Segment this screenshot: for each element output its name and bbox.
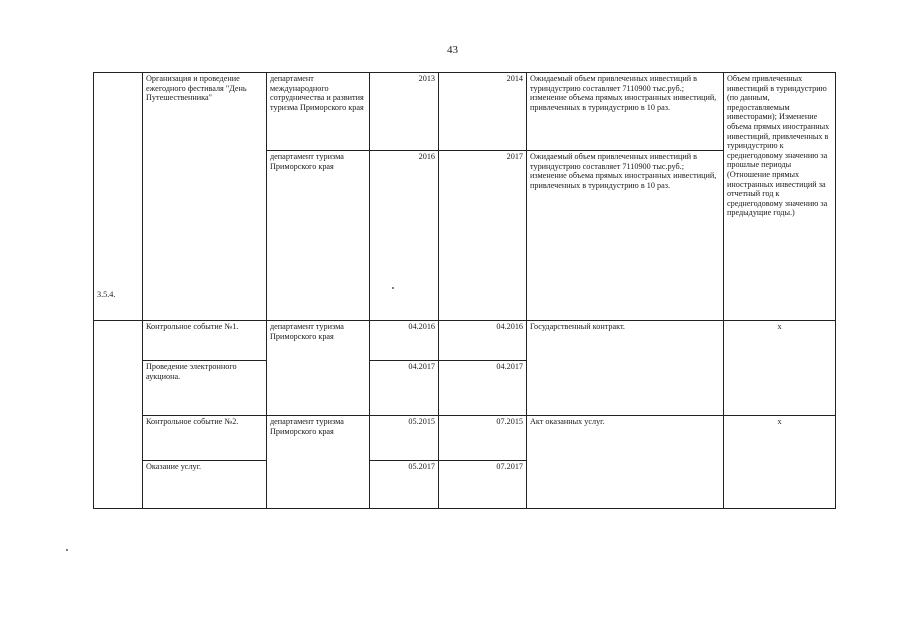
department-cell: департамент туризма Приморского края [267, 321, 370, 416]
indicator-cell: Объем привлеченных инвестиций в туриндустрию (по данным, предоставляемым инвесторами); Изменение объема прямых иностранных инвестиций, привлеченных в туриндустрию к среднегодовому значению за прошлые периоды (Отношение прямых иностранных инвестиций за отчетный год к среднегодовому значению за предыдущие годы.) [724, 73, 836, 321]
subtask-name: Оказание услуг. [143, 461, 267, 509]
end-date: 2014 [439, 73, 527, 151]
table-row [94, 73, 836, 151]
department-cell: департамент международного сотрудничества и развития туризма Приморского края [267, 73, 370, 151]
end-date: 07.2015 [439, 416, 527, 461]
expected-result: Государственный контракт. [527, 321, 724, 416]
table-row [94, 416, 836, 461]
start-date: 2016 [370, 151, 439, 321]
department-cell: департамент туризма Приморского края [267, 151, 370, 321]
end-date: 04.2017 [439, 361, 527, 416]
start-date: 04.2016 [370, 321, 439, 361]
indicator-cell: x [724, 321, 836, 416]
start-date: 05.2017 [370, 461, 439, 509]
indicator-cell: x [724, 416, 836, 509]
scan-speck [66, 549, 68, 551]
event-name: Организация и проведение ежегодного фестиваля "День Путешественника" [143, 73, 267, 321]
scan-speck [392, 287, 394, 289]
start-date: 04.2017 [370, 361, 439, 416]
end-date: 2017 [439, 151, 527, 321]
end-date: 04.2016 [439, 321, 527, 361]
end-date: 07.2017 [439, 461, 527, 509]
page-number: 43 [447, 44, 458, 56]
control-event-name: Контрольное событие №1. [143, 321, 267, 361]
start-date: 05.2015 [370, 416, 439, 461]
expected-result: Ожидаемый объем привлеченных инвестиций в туриндустрию составляет 7110900 тыс.руб.; изменение объема прямых иностранных инвестиций, привлеченных в туриндустрию в 10 раз. [527, 151, 724, 321]
expected-result: Ожидаемый объем привлеченных инвестиций в туриндустрию составляет 7110900 тыс.руб.; изменение объема прямых иностранных инвестиций, привлеченных в туриндустрию в 10 раз. [527, 73, 724, 151]
row-id: 3.5.4. [94, 73, 143, 321]
start-date: 2013 [370, 73, 439, 151]
department-cell: департамент туризма Приморского края [267, 416, 370, 509]
control-event-name: Контрольное событие №2. [143, 416, 267, 461]
table-row [94, 321, 836, 361]
program-table [93, 72, 836, 509]
empty-cell [94, 321, 143, 509]
expected-result: Акт оказанных услуг. [527, 416, 724, 509]
subtask-name: Проведение электронного аукциона. [143, 361, 267, 416]
